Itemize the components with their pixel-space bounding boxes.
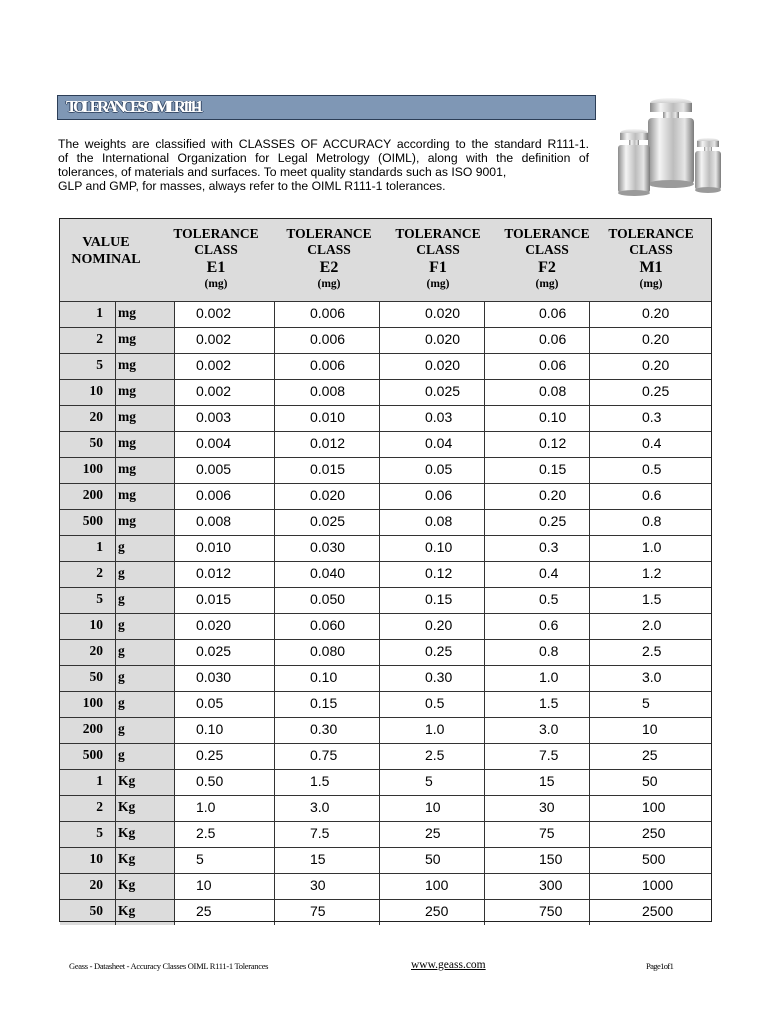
column-header-unit: (mg) bbox=[535, 278, 559, 290]
nominal-value: 5 bbox=[96, 825, 103, 840]
nominal-value: 10 bbox=[89, 851, 103, 866]
tolerance-value: 0.020 bbox=[425, 331, 461, 347]
tolerance-value: 0.5 bbox=[642, 461, 662, 477]
column-header-class: F1 bbox=[429, 259, 447, 276]
row-divider bbox=[59, 483, 712, 484]
tolerance-value: 0.25 bbox=[425, 643, 453, 659]
row-divider bbox=[59, 301, 712, 302]
column-header-line: CLASS bbox=[194, 242, 238, 257]
nominal-unit: Kg bbox=[118, 851, 136, 866]
tolerance-value: 0.05 bbox=[425, 461, 453, 477]
nominal-value: 1 bbox=[96, 773, 103, 788]
tolerance-value: 0.08 bbox=[539, 383, 567, 399]
tolerance-value: 0.05 bbox=[196, 695, 224, 711]
tolerance-value: 10 bbox=[642, 721, 658, 737]
table-row bbox=[59, 717, 712, 743]
row-divider bbox=[59, 613, 712, 614]
tolerance-value: 50 bbox=[642, 773, 658, 789]
tolerance-value: 0.002 bbox=[196, 357, 232, 373]
column-header-class: E2 bbox=[319, 259, 339, 276]
row-divider bbox=[59, 327, 712, 328]
row-divider bbox=[59, 795, 712, 796]
tolerance-value: 0.020 bbox=[310, 487, 346, 503]
tolerance-value: 10 bbox=[196, 877, 212, 893]
table-row bbox=[59, 509, 712, 535]
value-nominal-header bbox=[59, 234, 153, 268]
nominal-unit: mg bbox=[118, 409, 136, 424]
nominal-unit: mg bbox=[118, 487, 136, 502]
tolerance-value: 2500 bbox=[642, 903, 674, 919]
tolerance-value: 0.20 bbox=[642, 305, 670, 321]
row-divider bbox=[59, 743, 712, 744]
column-header-class: M1 bbox=[639, 259, 663, 276]
nominal-value: 10 bbox=[89, 617, 103, 632]
row-divider bbox=[59, 405, 712, 406]
row-divider bbox=[59, 665, 712, 666]
tolerance-value: 2.5 bbox=[642, 643, 662, 659]
nominal-unit: Kg bbox=[118, 825, 136, 840]
nominal-unit: Kg bbox=[118, 773, 136, 788]
nominal-value: 100 bbox=[82, 461, 103, 476]
tolerance-value: 30 bbox=[310, 877, 326, 893]
tolerance-value: 0.25 bbox=[642, 383, 670, 399]
nominal-unit: g bbox=[118, 539, 125, 554]
tolerance-value: 7.5 bbox=[539, 747, 559, 763]
tolerance-value: 0.002 bbox=[196, 383, 232, 399]
nominal-value: 1 bbox=[96, 305, 103, 320]
table-row bbox=[59, 821, 712, 847]
tolerance-value: 0.010 bbox=[196, 539, 232, 555]
nominal-unit: mg bbox=[118, 461, 136, 476]
nominal-value: 2 bbox=[96, 799, 103, 814]
tolerance-value: 0.012 bbox=[310, 435, 346, 451]
tolerance-value: 30 bbox=[539, 799, 555, 815]
value-nominal-line: VALUE bbox=[82, 235, 130, 250]
tolerance-value: 0.002 bbox=[196, 305, 232, 321]
title-bar bbox=[57, 95, 596, 120]
column-header-line: TOLERANCE bbox=[395, 226, 481, 241]
column-divider bbox=[274, 301, 275, 925]
tolerance-value: 25 bbox=[425, 825, 441, 841]
tolerance-value: 0.20 bbox=[642, 331, 670, 347]
tolerance-value: 1.0 bbox=[539, 669, 559, 685]
tolerance-value: 0.10 bbox=[539, 409, 567, 425]
tolerance-value: 0.005 bbox=[196, 461, 232, 477]
row-divider bbox=[59, 899, 712, 900]
tolerance-value: 0.025 bbox=[310, 513, 346, 529]
footer-page-number: Page1of1 bbox=[646, 961, 674, 971]
column-header-m1 bbox=[596, 226, 706, 291]
tolerance-value: 0.5 bbox=[425, 695, 445, 711]
nominal-unit: mg bbox=[118, 305, 136, 320]
tolerance-value: 0.025 bbox=[196, 643, 232, 659]
tolerance-value: 500 bbox=[642, 851, 666, 867]
tolerance-value: 10 bbox=[425, 799, 441, 815]
table-row bbox=[59, 483, 712, 509]
row-divider bbox=[59, 639, 712, 640]
tolerance-value: 0.75 bbox=[310, 747, 338, 763]
tolerance-value: 1.0 bbox=[425, 721, 445, 737]
column-divider bbox=[484, 301, 485, 925]
tolerance-value: 3.0 bbox=[539, 721, 559, 737]
nominal-value: 20 bbox=[89, 643, 103, 658]
nominal-value: 100 bbox=[82, 695, 103, 710]
column-divider bbox=[174, 301, 175, 925]
column-header-unit: (mg) bbox=[317, 278, 341, 290]
column-header-f2 bbox=[492, 226, 602, 291]
tolerance-value: 0.008 bbox=[310, 383, 346, 399]
column-header-line: TOLERANCE bbox=[286, 226, 372, 241]
tolerance-value: 0.020 bbox=[196, 617, 232, 633]
table-row bbox=[59, 639, 712, 665]
row-divider bbox=[59, 691, 712, 692]
tolerance-value: 0.03 bbox=[425, 409, 453, 425]
intro-line: of the International Organization for Legal Metrology (OIML), along with the definition of bbox=[58, 151, 589, 165]
nominal-value: 2 bbox=[96, 565, 103, 580]
tolerance-value: 0.04 bbox=[425, 435, 453, 451]
intro-paragraph bbox=[58, 137, 589, 193]
row-divider bbox=[59, 587, 712, 588]
table-row bbox=[59, 873, 712, 899]
row-divider bbox=[59, 717, 712, 718]
tolerance-value: 0.30 bbox=[310, 721, 338, 737]
tolerance-value: 0.006 bbox=[310, 357, 346, 373]
tolerance-value: 0.3 bbox=[539, 539, 559, 555]
row-divider bbox=[59, 431, 712, 432]
row-divider bbox=[59, 821, 712, 822]
table-row bbox=[59, 561, 712, 587]
nominal-unit: Kg bbox=[118, 799, 136, 814]
tolerance-value: 3.0 bbox=[310, 799, 330, 815]
table-row bbox=[59, 431, 712, 457]
tolerance-value: 0.020 bbox=[425, 357, 461, 373]
tolerance-value: 75 bbox=[539, 825, 555, 841]
column-header-unit: (mg) bbox=[204, 278, 228, 290]
tolerance-value: 0.5 bbox=[539, 591, 559, 607]
tolerance-value: 1.5 bbox=[310, 773, 330, 789]
row-divider bbox=[59, 847, 712, 848]
tolerance-value: 2.0 bbox=[642, 617, 662, 633]
table-row bbox=[59, 665, 712, 691]
tolerance-value: 5 bbox=[425, 773, 433, 789]
tolerance-value: 0.030 bbox=[310, 539, 346, 555]
tolerance-value: 0.30 bbox=[425, 669, 453, 685]
tolerance-value: 0.3 bbox=[642, 409, 662, 425]
nominal-unit: mg bbox=[118, 513, 136, 528]
row-divider bbox=[59, 561, 712, 562]
tolerance-value: 0.060 bbox=[310, 617, 346, 633]
tolerance-value: 0.15 bbox=[539, 461, 567, 477]
tolerance-value: 0.015 bbox=[196, 591, 232, 607]
tolerance-value: 0.010 bbox=[310, 409, 346, 425]
tolerance-value: 0.030 bbox=[196, 669, 232, 685]
nominal-value: 200 bbox=[82, 487, 103, 502]
table-row bbox=[59, 795, 712, 821]
tolerance-value: 7.5 bbox=[310, 825, 330, 841]
tolerance-value: 1.2 bbox=[642, 565, 662, 581]
value-unit-divider bbox=[115, 301, 116, 925]
page-title: TOLERANCES OIML R111-1 bbox=[66, 97, 200, 116]
column-header-unit: (mg) bbox=[426, 278, 450, 290]
nominal-unit: g bbox=[118, 591, 125, 606]
tolerance-value: 0.006 bbox=[196, 487, 232, 503]
nominal-value: 5 bbox=[96, 357, 103, 372]
nominal-value: 1 bbox=[96, 539, 103, 554]
tolerance-value: 0.002 bbox=[196, 331, 232, 347]
value-nominal-line: NOMINAL bbox=[71, 252, 141, 267]
tolerance-value: 5 bbox=[196, 851, 204, 867]
table-row bbox=[59, 613, 712, 639]
nominal-value: 200 bbox=[82, 721, 103, 736]
nominal-unit: g bbox=[118, 643, 125, 658]
nominal-value: 2 bbox=[96, 331, 103, 346]
table-row bbox=[59, 587, 712, 613]
tolerance-value: 25 bbox=[642, 747, 658, 763]
nominal-unit: Kg bbox=[118, 877, 136, 892]
tolerance-value: 0.006 bbox=[310, 331, 346, 347]
tolerance-value: 0.06 bbox=[539, 331, 567, 347]
tolerance-value: 0.10 bbox=[196, 721, 224, 737]
column-header-line: CLASS bbox=[525, 242, 569, 257]
column-header-line: TOLERANCE bbox=[608, 226, 694, 241]
tolerance-value: 250 bbox=[642, 825, 666, 841]
tolerance-value: 5 bbox=[642, 695, 650, 711]
column-header-unit: (mg) bbox=[639, 278, 663, 290]
tolerance-value: 0.12 bbox=[425, 565, 453, 581]
tolerance-value: 3.0 bbox=[642, 669, 662, 685]
tolerance-value: 0.15 bbox=[425, 591, 453, 607]
column-header-class: E1 bbox=[206, 259, 226, 276]
nominal-value: 50 bbox=[89, 435, 103, 450]
nominal-value: 500 bbox=[82, 513, 103, 528]
column-header-line: TOLERANCE bbox=[504, 226, 590, 241]
tolerance-value: 0.025 bbox=[425, 383, 461, 399]
tolerance-value: 0.08 bbox=[425, 513, 453, 529]
tolerance-value: 0.06 bbox=[539, 305, 567, 321]
nominal-value: 10 bbox=[89, 383, 103, 398]
row-divider bbox=[59, 457, 712, 458]
column-divider bbox=[379, 301, 380, 925]
table-row bbox=[59, 405, 712, 431]
tolerance-value: 0.003 bbox=[196, 409, 232, 425]
column-divider bbox=[589, 301, 590, 925]
row-divider bbox=[59, 535, 712, 536]
tolerance-value: 1.5 bbox=[539, 695, 559, 711]
tolerance-value: 15 bbox=[539, 773, 555, 789]
nominal-unit: g bbox=[118, 721, 125, 736]
tolerance-value: 1.0 bbox=[642, 539, 662, 555]
tolerance-value: 300 bbox=[539, 877, 563, 893]
tolerance-value: 0.6 bbox=[539, 617, 559, 633]
nominal-unit: g bbox=[118, 617, 125, 632]
tolerance-value: 0.012 bbox=[196, 565, 232, 581]
nominal-value: 500 bbox=[82, 747, 103, 762]
tolerance-value: 0.020 bbox=[425, 305, 461, 321]
tolerance-value: 0.4 bbox=[539, 565, 559, 581]
nominal-unit: g bbox=[118, 747, 125, 762]
tolerance-value: 0.50 bbox=[196, 773, 224, 789]
tolerance-value: 750 bbox=[539, 903, 563, 919]
footer-document-title: Geass - Datasheet - Accuracy Classes OIML R111-1 Tolerances bbox=[69, 961, 269, 971]
tolerance-value: 250 bbox=[425, 903, 449, 919]
nominal-value: 5 bbox=[96, 591, 103, 606]
nominal-unit: mg bbox=[118, 435, 136, 450]
tolerance-value: 1.0 bbox=[196, 799, 216, 815]
tolerance-value: 0.040 bbox=[310, 565, 346, 581]
intro-line: tolerances, of materials and surfaces. To meet quality standards such as ISO 9001, bbox=[58, 165, 507, 179]
nominal-value: 20 bbox=[89, 877, 103, 892]
footer-website-link[interactable]: www.geass.com bbox=[411, 959, 486, 971]
nominal-unit: mg bbox=[118, 331, 136, 346]
table-row bbox=[59, 847, 712, 873]
tolerance-value: 0.8 bbox=[539, 643, 559, 659]
table-row bbox=[59, 379, 712, 405]
table-row bbox=[59, 743, 712, 769]
nominal-value: 50 bbox=[89, 903, 103, 918]
table-row bbox=[59, 769, 712, 795]
column-header-f1 bbox=[383, 226, 493, 291]
tolerance-value: 0.06 bbox=[539, 357, 567, 373]
tolerance-value: 100 bbox=[425, 877, 449, 893]
tolerance-value: 0.25 bbox=[539, 513, 567, 529]
nominal-value: 50 bbox=[89, 669, 103, 684]
tolerance-value: 1000 bbox=[642, 877, 674, 893]
tolerance-value: 0.25 bbox=[196, 747, 224, 763]
nominal-unit: mg bbox=[118, 383, 136, 398]
intro-line: The weights are classified with CLASSES OF ACCURACY according to the standard R111-1. bbox=[58, 137, 589, 151]
row-divider bbox=[59, 873, 712, 874]
tolerance-value: 0.6 bbox=[642, 487, 662, 503]
tolerance-value: 0.050 bbox=[310, 591, 346, 607]
tolerance-value: 75 bbox=[310, 903, 326, 919]
tolerance-value: 25 bbox=[196, 903, 212, 919]
row-divider bbox=[59, 769, 712, 770]
tolerance-table bbox=[59, 218, 712, 922]
column-header-line: CLASS bbox=[629, 242, 673, 257]
column-header-e2 bbox=[274, 226, 384, 291]
tolerance-value: 1.5 bbox=[642, 591, 662, 607]
row-divider bbox=[59, 353, 712, 354]
tolerance-value: 0.015 bbox=[310, 461, 346, 477]
tolerance-value: 0.006 bbox=[310, 305, 346, 321]
row-divider bbox=[59, 379, 712, 380]
tolerance-value: 150 bbox=[539, 851, 563, 867]
nominal-unit: g bbox=[118, 669, 125, 684]
tolerance-value: 0.10 bbox=[310, 669, 338, 685]
column-header-e1 bbox=[161, 226, 271, 291]
column-header-line: CLASS bbox=[307, 242, 351, 257]
tolerance-value: 0.004 bbox=[196, 435, 232, 451]
tolerance-value: 0.8 bbox=[642, 513, 662, 529]
tolerance-value: 0.12 bbox=[539, 435, 567, 451]
tolerance-value: 2.5 bbox=[196, 825, 216, 841]
intro-line: GLP and GMP, for masses, always refer to the OIML R111-1 tolerances. bbox=[58, 179, 446, 193]
column-header-line: TOLERANCE bbox=[173, 226, 259, 241]
table-row bbox=[59, 327, 712, 353]
column-header-class: F2 bbox=[538, 259, 556, 276]
row-divider bbox=[59, 509, 712, 510]
table-row bbox=[59, 535, 712, 561]
tolerance-value: 0.10 bbox=[425, 539, 453, 555]
nominal-value: 20 bbox=[89, 409, 103, 424]
nominal-unit: g bbox=[118, 695, 125, 710]
table-row bbox=[59, 301, 712, 327]
tolerance-value: 0.20 bbox=[539, 487, 567, 503]
tolerance-value: 0.008 bbox=[196, 513, 232, 529]
tolerance-value: 0.20 bbox=[425, 617, 453, 633]
tolerance-value: 0.080 bbox=[310, 643, 346, 659]
tolerance-value: 2.5 bbox=[425, 747, 445, 763]
tolerance-value: 15 bbox=[310, 851, 326, 867]
tolerance-value: 0.15 bbox=[310, 695, 338, 711]
table-row bbox=[59, 353, 712, 379]
weights-photo-icon bbox=[608, 88, 738, 203]
tolerance-value: 100 bbox=[642, 799, 666, 815]
tolerance-value: 0.20 bbox=[642, 357, 670, 373]
nominal-unit: mg bbox=[118, 357, 136, 372]
tolerance-value: 0.06 bbox=[425, 487, 453, 503]
nominal-unit: g bbox=[118, 565, 125, 580]
table-row bbox=[59, 899, 712, 925]
table-row bbox=[59, 691, 712, 717]
tolerance-value: 50 bbox=[425, 851, 441, 867]
nominal-unit: Kg bbox=[118, 903, 136, 918]
tolerance-value: 0.4 bbox=[642, 435, 662, 451]
column-header-line: CLASS bbox=[416, 242, 460, 257]
table-row bbox=[59, 457, 712, 483]
